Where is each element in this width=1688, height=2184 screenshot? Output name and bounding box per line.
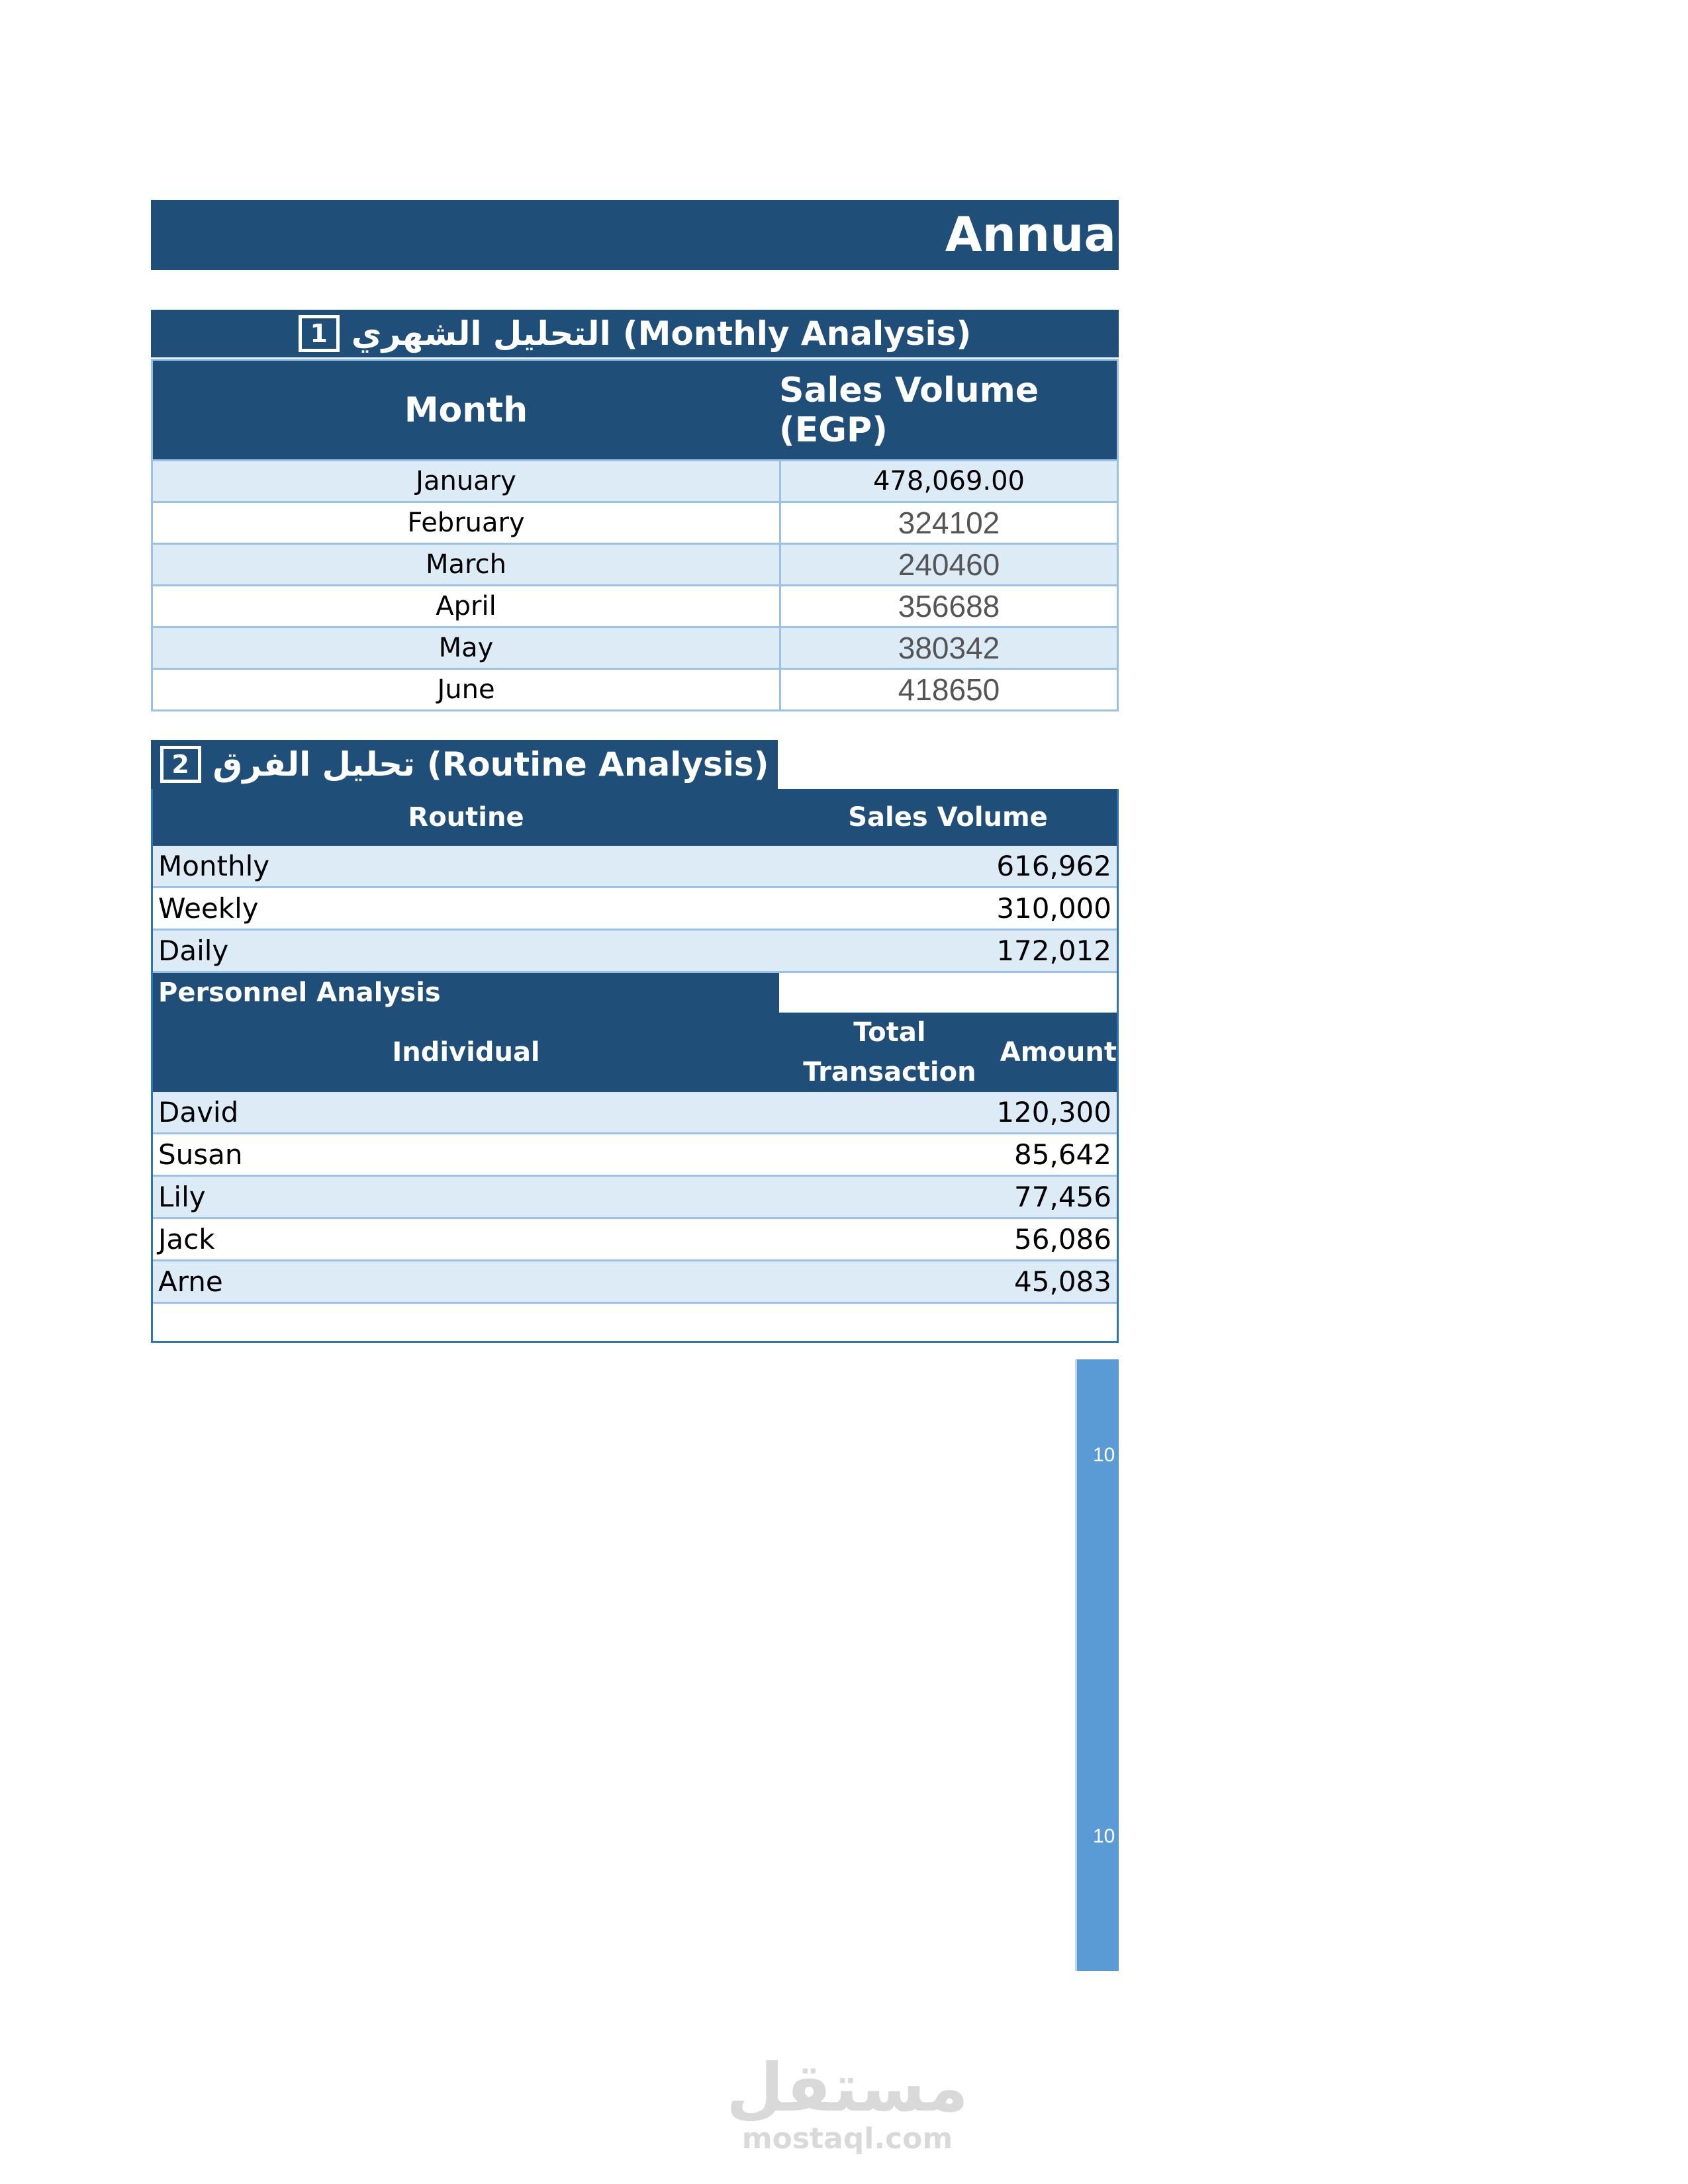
column-header-total-line2: Amount	[1000, 1037, 1117, 1068]
sales-cell: 324102	[898, 506, 1000, 540]
table-row	[153, 888, 1117, 931]
sales-cell: 240460	[898, 547, 1000, 582]
column-header-routine: Routine	[408, 802, 524, 833]
routine-table-header	[153, 789, 1117, 846]
personnel-analysis-bar	[153, 973, 1117, 1013]
sales-cell: 478,069.00	[872, 466, 1025, 496]
report-title-bar	[151, 200, 1119, 270]
routine-cell: Monthly	[158, 850, 270, 882]
routine-analysis-header	[151, 740, 778, 789]
routine-cell: Weekly	[158, 892, 259, 925]
table-row	[153, 846, 1117, 888]
sales-cell: 616,962	[996, 850, 1111, 882]
monthly-analysis-title	[299, 314, 971, 353]
routine-analysis-title	[160, 745, 769, 784]
table-row	[153, 1261, 1117, 1304]
chart-axis-label-bottom: 10	[1093, 1825, 1115, 1847]
table-row	[153, 1219, 1117, 1261]
table-row	[153, 503, 1117, 545]
column-header-total-transaction	[779, 1013, 1117, 1092]
column-header-individual: Individual	[392, 1037, 540, 1068]
column-header-total-line1: Total Transaction	[803, 1017, 976, 1087]
monthly-table-header	[151, 359, 1119, 459]
table-row	[153, 628, 1117, 670]
column-header-sales-volume: Sales Volume	[848, 802, 1048, 833]
amount-cell: 56,086	[1014, 1223, 1111, 1255]
sales-cell: 172,012	[996, 934, 1111, 967]
month-cell: January	[153, 461, 781, 501]
mostaql-watermark	[662, 2049, 1033, 2156]
monthly-analysis-header	[151, 310, 1119, 357]
sales-cell: 418650	[898, 672, 1000, 707]
month-cell: April	[153, 586, 781, 626]
month-cell: June	[153, 670, 781, 709]
column-header-sales-volume: Sales Volume (EGP)	[779, 370, 1039, 450]
column-header-month: Month	[404, 390, 528, 430]
report-title: Annua	[945, 206, 1116, 262]
month-cell: March	[153, 545, 781, 584]
sales-cell: 356688	[898, 589, 1000, 623]
monthly-table	[151, 459, 1119, 711]
routine-analysis-title-en: (Routine Analysis)	[426, 745, 769, 784]
individual-cell: Jack	[158, 1223, 215, 1255]
chart-axis-label-top: 10	[1093, 1444, 1115, 1466]
section-number-badge: 2	[160, 746, 201, 783]
personnel-table-header	[153, 1013, 1117, 1092]
sales-cell: 310,000	[996, 892, 1111, 925]
individual-cell: David	[158, 1096, 239, 1128]
month-cell: February	[153, 503, 781, 543]
table-row	[153, 931, 1117, 973]
monthly-analysis-title-ar: التحليل الشهري	[351, 314, 611, 353]
month-cell: May	[153, 628, 781, 668]
table-row	[153, 1134, 1117, 1177]
routine-cell: Daily	[158, 934, 229, 967]
table-row	[153, 545, 1117, 586]
empty-row	[153, 1304, 1117, 1341]
individual-cell: Susan	[158, 1138, 243, 1171]
amount-cell: 45,083	[1014, 1265, 1111, 1298]
amount-cell: 120,300	[996, 1096, 1111, 1128]
watermark-latin: mostaql.com	[741, 2122, 953, 2156]
individual-cell: Arne	[158, 1265, 223, 1298]
table-row	[153, 670, 1117, 709]
personnel-analysis-title: Personnel Analysis	[153, 973, 779, 1013]
personnel-analysis-blank	[779, 973, 1117, 1013]
individual-cell: Lily	[158, 1181, 206, 1213]
watermark-arabic: مستقل	[726, 2049, 968, 2126]
table-row	[153, 1092, 1117, 1134]
monthly-analysis-title-en: (Monthly Analysis)	[622, 314, 972, 353]
sales-cell: 380342	[898, 631, 1000, 665]
table-row	[153, 586, 1117, 628]
chart-bar-strip	[1075, 1359, 1119, 1971]
amount-cell: 85,642	[1014, 1138, 1111, 1171]
routine-table	[151, 789, 1119, 1343]
amount-cell: 77,456	[1014, 1181, 1111, 1213]
table-row	[153, 1177, 1117, 1219]
section-number-badge: 1	[299, 315, 340, 352]
routine-analysis-title-ar: تحليل الفرق	[212, 745, 415, 784]
table-row	[153, 461, 1117, 503]
